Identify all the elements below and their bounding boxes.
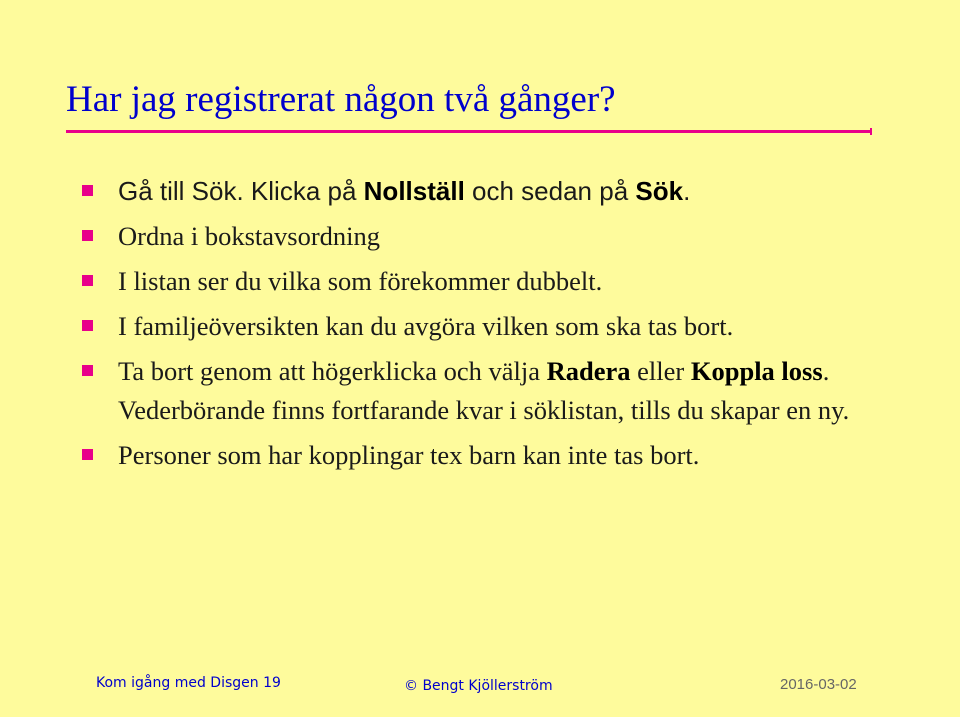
bullet-text: Gå till Sök. Klicka på (118, 176, 364, 206)
square-bullet-icon (82, 275, 93, 286)
bullet-item (80, 352, 880, 430)
footer-date: 2016-03-02 (780, 676, 857, 693)
bullet-emphasis: Koppla loss (690, 356, 823, 386)
bullet-text: eller (630, 356, 691, 386)
square-bullet-icon (82, 185, 93, 196)
square-bullet-icon (82, 230, 93, 241)
bullet-list (80, 172, 880, 481)
bullet-item (80, 262, 880, 301)
square-bullet-icon (82, 365, 93, 376)
bullet-item (80, 436, 880, 475)
bullet-text: I listan ser du vilka som förekommer dubbelt. (118, 266, 603, 296)
title-underline (66, 130, 872, 133)
slide-title: Har jag registrerat någon två gånger? (66, 79, 616, 120)
bullet-emphasis: Sök (635, 176, 684, 206)
bullet-emphasis: Nollställ (363, 176, 465, 206)
bullet-item (80, 217, 880, 256)
footer-copyright: © Bengt Kjöllerström (404, 678, 553, 694)
square-bullet-icon (82, 449, 93, 460)
bullet-text: Personer som har kopplingar tex barn kan inte tas bort. (118, 440, 700, 470)
bullet-text: . Vederbörande finns fortfarande kvar i söklistan, tills du skapar en ny. (118, 356, 850, 425)
bullet-text: . (683, 176, 691, 206)
bullet-text: och sedan på (464, 176, 636, 206)
bullet-emphasis: Radera (546, 356, 631, 386)
bullet-text: Ordna i bokstavsordning (118, 221, 381, 251)
bullet-text: Ta bort genom att högerklicka och välja (118, 356, 547, 386)
square-bullet-icon (82, 320, 93, 331)
bullet-item (80, 172, 880, 211)
bullet-item (80, 307, 880, 346)
title-underline-cap (870, 128, 872, 135)
bullet-text: I familjeöversikten kan du avgöra vilken som ska tas bort. (118, 311, 734, 341)
footer-course-title: Kom igång med Disgen 19 (96, 675, 281, 691)
